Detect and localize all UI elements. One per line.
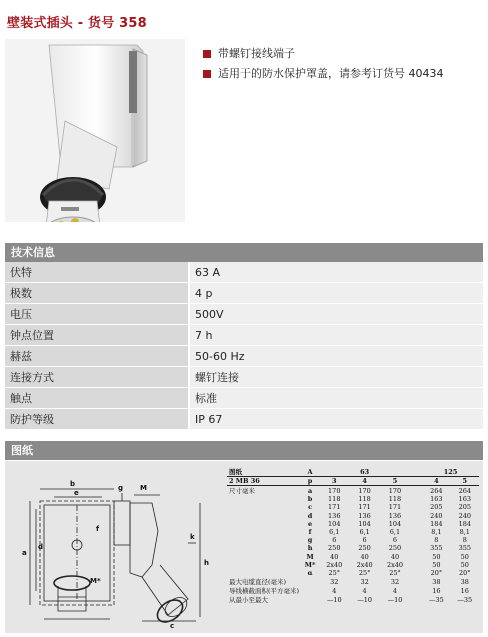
table-cell: 16 — [460, 586, 469, 595]
table-cell: 250 — [388, 544, 402, 553]
spec-value: 7 h — [189, 325, 483, 346]
table-row — [227, 561, 479, 569]
table-cell: 25° — [328, 568, 341, 577]
spec-key: 电压 — [5, 304, 189, 325]
table-cell: 50 — [432, 552, 441, 561]
spec-value: 螺钉连接 — [189, 367, 483, 388]
dimension-table-body — [227, 467, 479, 604]
table-row — [227, 536, 479, 544]
table-cell: 118 — [388, 495, 402, 504]
dim-label-a: a — [22, 549, 27, 557]
feature-text: 带螺钉接线端子 — [218, 47, 295, 60]
dim-label-g: g — [118, 484, 124, 492]
table-cell: 32 — [330, 577, 339, 586]
table-cell: 264 — [458, 486, 471, 495]
spec-value: 50-60 Hz — [189, 346, 483, 367]
table-cell: f — [308, 528, 312, 537]
table-cell: 40 — [390, 552, 400, 561]
table-cell — [227, 561, 301, 569]
table-cell: —10 — [326, 595, 342, 604]
spec-key: 连接方式 — [5, 367, 189, 388]
table-cell: 250 — [358, 544, 371, 553]
table-cell: 50 — [460, 560, 469, 569]
table-cell — [301, 577, 319, 586]
drawing-header: 图纸 — [5, 441, 483, 460]
table-cell: 50 — [432, 560, 441, 569]
product-photo — [5, 39, 185, 222]
table-cell: 136 — [358, 511, 371, 520]
table-cell: M* — [304, 560, 316, 569]
spec-key: 钟点位置 — [5, 325, 189, 346]
table-gap — [410, 553, 422, 561]
table-cell: 38 — [460, 577, 469, 586]
table-cell: 导线横截面积(平方毫米) — [229, 587, 300, 596]
dim-label-f: f — [96, 525, 100, 533]
dim-label-h: h — [204, 559, 209, 567]
table-cell: 355 — [430, 544, 443, 553]
table-cell: 240 — [458, 511, 471, 520]
table-row — [5, 304, 483, 325]
wall-plug-illustration — [5, 39, 185, 222]
spec-key: 伏特 — [5, 262, 189, 283]
table-cell: 6,1 — [329, 528, 340, 537]
table-cell: 38 — [432, 577, 441, 586]
spec-value: 63 A — [189, 262, 483, 283]
table-cell: 125 — [422, 467, 479, 477]
table-cell: a — [307, 486, 313, 495]
table-row — [227, 477, 479, 486]
table-cell: 5 — [380, 477, 410, 486]
table-gap — [410, 536, 422, 544]
table-row — [227, 528, 479, 536]
table-row — [227, 467, 479, 477]
technical-drawing — [10, 465, 228, 630]
specs-header: 技术信息 — [5, 243, 483, 262]
table-row — [227, 520, 479, 528]
spec-value: 标准 — [189, 388, 483, 409]
table-cell: 2x40 — [386, 560, 404, 569]
table-cell: 尺寸毫米 — [229, 487, 255, 496]
table-cell: 3 — [319, 477, 349, 486]
table-cell: 104 — [388, 519, 402, 528]
table-cell: 118 — [328, 495, 341, 504]
table-cell: 136 — [328, 511, 341, 520]
table-cell — [227, 495, 301, 503]
table-cell: 20° — [459, 568, 471, 577]
table-gap — [410, 595, 422, 604]
table-cell — [301, 586, 319, 595]
table-cell: 4 — [422, 477, 450, 486]
table-row — [5, 325, 483, 346]
table-row — [227, 595, 479, 604]
table-row — [5, 262, 483, 283]
table-cell — [227, 520, 301, 528]
table-row — [227, 586, 479, 595]
table-cell — [227, 528, 301, 536]
table-gap — [410, 577, 422, 586]
table-cell: —10 — [357, 595, 372, 604]
table-cell: 50 — [460, 552, 469, 561]
bullet-icon — [203, 50, 211, 58]
table-cell: 最大电缆直径(毫米) — [229, 578, 287, 587]
table-cell: 170 — [388, 486, 402, 495]
table-cell: 20° — [430, 568, 443, 577]
table-row — [227, 503, 479, 511]
table-cell — [227, 503, 301, 511]
table-gap — [410, 486, 422, 496]
feature-item — [203, 44, 444, 64]
table-cell: 25° — [389, 568, 401, 577]
table-cell: 163 — [430, 495, 443, 504]
table-row — [5, 283, 483, 304]
table-gap — [410, 569, 422, 577]
table-cell: 63 — [319, 467, 410, 477]
table-cell — [227, 512, 301, 520]
table-row — [227, 495, 479, 503]
table-cell: 355 — [458, 544, 471, 553]
table-cell — [301, 595, 319, 604]
feature-item — [203, 64, 444, 84]
table-cell: 2 MB 36 — [227, 477, 301, 486]
spec-key: 赫兹 — [5, 346, 189, 367]
table-cell: 205 — [458, 503, 471, 512]
table-cell: 170 — [328, 486, 341, 495]
table-cell — [227, 544, 301, 552]
table-cell: —10 — [387, 595, 403, 604]
dimension-table — [227, 467, 479, 604]
table-cell: 240 — [430, 511, 443, 520]
table-row — [227, 512, 479, 520]
table-gap — [410, 528, 422, 536]
table-cell: 118 — [358, 495, 371, 504]
table-gap — [410, 520, 422, 528]
feature-text: 适用于的防水保护罩盖，请参考订货号 40434 — [218, 67, 444, 80]
table-cell: 264 — [430, 486, 443, 495]
table-cell: 5 — [451, 477, 479, 486]
dim-label-mstar: M* — [90, 577, 101, 585]
table-cell: 136 — [388, 511, 402, 520]
table-cell: 6,1 — [359, 528, 370, 537]
dim-label-m: M — [140, 484, 147, 492]
table-cell: 104 — [358, 519, 371, 528]
table-cell: c — [308, 503, 313, 512]
spec-value: 4 p — [189, 283, 483, 304]
table-cell: 171 — [328, 503, 341, 512]
table-row — [227, 486, 479, 496]
table-cell: b — [307, 495, 313, 504]
spec-key: 触点 — [5, 388, 189, 409]
table-row — [5, 388, 483, 409]
bullet-icon — [203, 70, 211, 78]
table-cell: 163 — [458, 495, 471, 504]
table-cell: A — [301, 467, 319, 477]
table-gap — [410, 512, 422, 520]
table-cell: 8 — [462, 536, 467, 545]
table-cell: 2x40 — [356, 560, 373, 569]
table-gap — [410, 561, 422, 569]
table-cell: 25° — [358, 568, 371, 577]
table-cell: 250 — [328, 544, 341, 553]
table-cell: 184 — [458, 519, 471, 528]
spec-value: IP 67 — [189, 409, 483, 430]
table-cell: 32 — [360, 577, 369, 586]
table-cell: 32 — [390, 577, 400, 586]
table-cell: —35 — [428, 595, 444, 604]
table-cell: 40 — [330, 552, 339, 561]
table-cell: 从最小至最大 — [229, 596, 268, 605]
spec-key: 防护等级 — [5, 409, 189, 430]
table-cell: 8 — [434, 536, 439, 545]
table-gap — [410, 495, 422, 503]
table-cell: e — [308, 519, 313, 528]
table-cell — [227, 536, 301, 544]
table-cell: 16 — [432, 586, 441, 595]
table-cell: —35 — [457, 595, 473, 604]
table-cell: g — [307, 536, 313, 545]
table-cell: 图纸 — [227, 467, 301, 477]
table-cell: 40 — [360, 552, 369, 561]
table-row — [227, 553, 479, 561]
table-cell: 6,1 — [389, 528, 401, 537]
dim-label-e: e — [74, 489, 79, 497]
table-cell: 6 — [392, 536, 398, 545]
table-cell — [227, 569, 301, 577]
dim-label-k: k — [190, 533, 195, 541]
table-cell: 170 — [358, 486, 371, 495]
table-cell: p — [301, 477, 319, 486]
table-gap — [410, 477, 422, 486]
table-gap — [410, 586, 422, 595]
table-row — [227, 577, 479, 586]
table-gap — [410, 467, 422, 477]
table-cell: 4 — [349, 477, 379, 486]
dim-label-c: c — [170, 622, 175, 630]
spec-value: 500V — [189, 304, 483, 325]
table-cell: 171 — [358, 503, 371, 512]
dim-label-d: d — [38, 543, 44, 551]
table-row — [5, 367, 483, 388]
spec-key: 极数 — [5, 283, 189, 304]
table-cell: 4 — [362, 586, 367, 595]
feature-list — [203, 44, 444, 84]
table-cell: 6 — [332, 536, 337, 545]
table-cell: α — [307, 568, 313, 577]
specs-table — [5, 262, 483, 430]
table-cell: 171 — [388, 503, 402, 512]
table-cell: 8,1 — [431, 528, 442, 537]
table-gap — [410, 544, 422, 552]
table-cell: h — [307, 544, 313, 553]
table-gap — [410, 503, 422, 511]
table-cell: 184 — [430, 519, 443, 528]
dimension-drawing — [10, 465, 228, 630]
table-cell: 205 — [430, 503, 443, 512]
table-row — [227, 544, 479, 552]
table-cell: 4 — [332, 586, 337, 595]
table-cell: M — [306, 552, 314, 561]
page-title: 壁装式插头 - 货号 358 — [7, 16, 147, 31]
table-cell: 2x40 — [326, 560, 343, 569]
table-row — [227, 569, 479, 577]
table-cell: 8,1 — [459, 528, 470, 537]
table-cell — [227, 553, 301, 561]
table-cell: d — [307, 511, 313, 520]
table-row — [5, 346, 483, 367]
table-cell: 4 — [392, 586, 398, 595]
table-cell: 104 — [328, 519, 341, 528]
table-cell: 6 — [362, 536, 367, 545]
table-row — [5, 409, 483, 430]
dim-label-b: b — [70, 480, 76, 488]
